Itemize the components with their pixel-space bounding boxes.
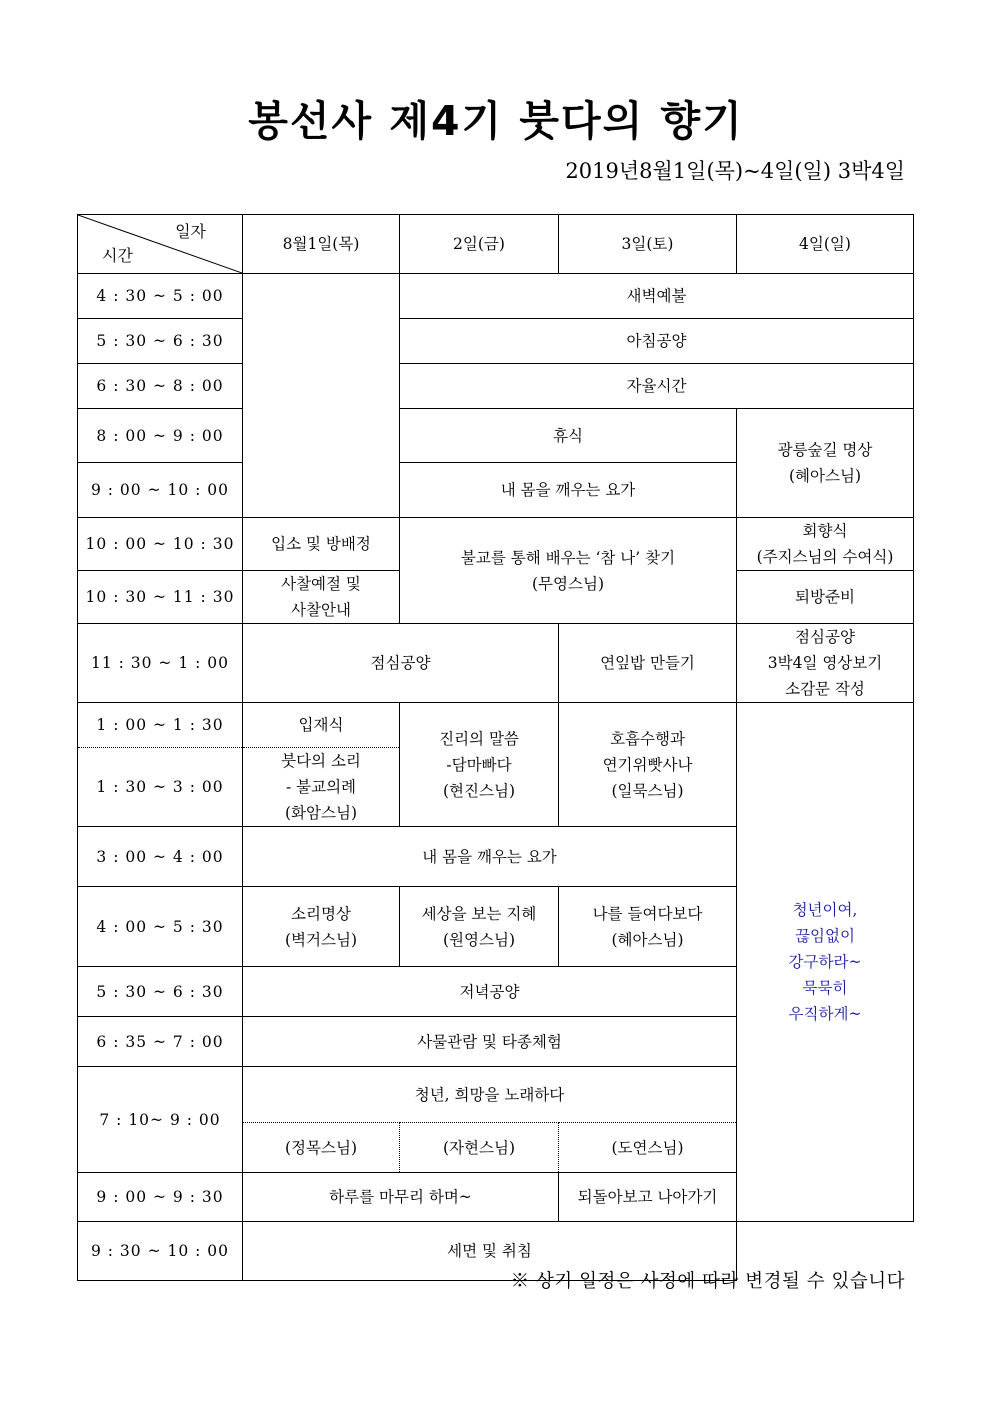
event-line: (일묵스님): [611, 781, 684, 800]
event-line: 광릉숲길 명상: [777, 441, 873, 459]
time-cell: 4 : 00 ~ 5 : 30: [78, 887, 243, 967]
event-cell: (도연스님): [559, 1123, 737, 1173]
time-cell: 6 : 35 ~ 7 : 00: [78, 1017, 243, 1067]
slogan-line: 청년이여,: [792, 901, 858, 919]
slogan-line: 강구하라~: [788, 953, 862, 971]
time-cell: 6 : 30 ~ 8 : 00: [78, 364, 243, 409]
event-line: 붓다의 소리: [281, 752, 361, 770]
event-cell: 입소 및 방배정: [243, 518, 400, 571]
schedule-row: [78, 274, 914, 319]
event-cell: [559, 887, 737, 967]
day-header: 2일(금): [400, 215, 559, 274]
event-line: 나를 들여다보다: [592, 904, 703, 923]
event-cell: [737, 518, 914, 571]
event-cell: [400, 518, 737, 624]
event-line: (주지스님의 수여식): [756, 548, 894, 566]
schedule-row: [78, 703, 914, 748]
time-cell: 8 : 00 ~ 9 : 00: [78, 409, 243, 463]
page-title: 봉선사 제4기 붓다의 향기: [248, 97, 744, 145]
event-line: 연기위빳사나: [602, 755, 693, 774]
slogan-line: 끊임없이: [795, 927, 855, 945]
schedule-table: [77, 214, 914, 1281]
day-header: 8월1일(목): [243, 215, 400, 274]
event-line: 소감문 작성: [785, 680, 865, 698]
event-line: - 불교의례: [285, 778, 357, 796]
event-line: 세상을 보는 지혜: [421, 904, 537, 923]
event-cell: 내 몸을 깨우는 요가: [400, 463, 737, 518]
event-cell: (정목스님): [243, 1123, 400, 1173]
event-line: 호흡수행과: [610, 729, 685, 748]
event-line: 3박4일 영상보기: [767, 654, 883, 672]
time-cell: 1 : 00 ~ 1 : 30: [78, 703, 243, 748]
slogan-line: 묵묵히: [802, 979, 848, 997]
time-cell: 9 : 00 ~ 9 : 30: [78, 1173, 243, 1222]
event-line: -담마빠다: [446, 755, 512, 774]
slogan-line: 우직하게~: [788, 1005, 862, 1023]
schedule-row: [78, 518, 914, 571]
schedule-row: [78, 624, 914, 703]
time-cell: 1 : 30 ~ 3 : 00: [78, 748, 243, 827]
slogan-cell: [737, 703, 914, 1222]
day-header: 4일(일): [737, 215, 914, 274]
empty-cell: [243, 274, 400, 518]
time-cell: 11 : 30 ~ 1 : 00: [78, 624, 243, 703]
schedule-row: [78, 319, 914, 364]
corner-day-label: 일자: [175, 222, 206, 241]
day-header: 3일(토): [559, 215, 737, 274]
event-line: 사찰안내: [291, 601, 351, 619]
event-line: (혜아스님): [789, 467, 861, 485]
time-cell: 4 : 30 ~ 5 : 00: [78, 274, 243, 319]
event-cell: 저녁공양: [243, 967, 737, 1017]
event-line: (원영스님): [443, 930, 515, 949]
corner-time-label: 시간: [102, 246, 133, 265]
event-cell: 새벽예불: [400, 274, 914, 319]
event-cell: 퇴방준비: [737, 571, 914, 624]
event-cell: [400, 703, 559, 827]
time-cell: 5 : 30 ~ 6 : 30: [78, 967, 243, 1017]
event-line: 진리의 말씀: [439, 729, 519, 748]
event-cell: 휴식: [400, 409, 737, 463]
event-line: 사찰예절 및: [281, 575, 361, 593]
time-cell: 9 : 30 ~ 10 : 00: [78, 1222, 243, 1281]
time-cell: 3 : 00 ~ 4 : 00: [78, 827, 243, 887]
time-cell: 5 : 30 ~ 6 : 30: [78, 319, 243, 364]
event-cell: [400, 887, 559, 967]
event-line: 점심공양: [795, 628, 855, 646]
event-cell: 연잎밥 만들기: [559, 624, 737, 703]
time-cell: 7 : 10~ 9 : 00: [78, 1067, 243, 1173]
schedule-row: [78, 409, 914, 463]
event-cell: [737, 409, 914, 518]
event-cell: 청년, 희망을 노래하다: [243, 1067, 737, 1123]
event-cell: [243, 887, 400, 967]
event-line: (혜아스님): [611, 930, 684, 949]
footnote: ※ 상기 일정은 사정에 따라 변경될 수 있습니다: [510, 1271, 905, 1292]
event-cell: 하루를 마무리 하며~: [243, 1173, 559, 1222]
event-line: 소리명상: [291, 904, 351, 923]
time-cell: 9 : 00 ~ 10 : 00: [78, 463, 243, 518]
event-cell: 점심공양: [243, 624, 559, 703]
event-cell: 입재식: [243, 703, 400, 748]
event-cell: [243, 571, 400, 624]
time-cell: 10 : 00 ~ 10 : 30: [78, 518, 243, 571]
event-line: (현진스님): [443, 781, 515, 800]
corner-header-cell: [78, 215, 243, 274]
event-cell: 세면 및 취침: [243, 1222, 737, 1281]
event-cell: [243, 748, 400, 827]
event-cell: 되돌아보고 나아가기: [559, 1173, 737, 1222]
schedule-row: [78, 364, 914, 409]
event-cell: [559, 703, 737, 827]
time-cell: 10 : 30 ~ 11 : 30: [78, 571, 243, 624]
event-cell: (자현스님): [400, 1123, 559, 1173]
event-cell: 사물관람 및 타종체험: [243, 1017, 737, 1067]
event-cell: 자율시간: [400, 364, 914, 409]
header-row: [78, 215, 914, 274]
event-line: 불교를 통해 배우는 ‘참 나’ 찾기: [460, 548, 676, 567]
event-line: (무영스님): [532, 574, 604, 593]
event-line: 회향식: [802, 522, 848, 540]
event-cell: 아침공양: [400, 319, 914, 364]
event-cell: [737, 624, 914, 703]
schedule-dates: 2019년8월1일(목)~4일(일) 3박4일: [565, 159, 905, 183]
event-line: (벽거스님): [285, 930, 357, 949]
event-line: (화암스님): [285, 804, 357, 822]
event-cell: 내 몸을 깨우는 요가: [243, 827, 737, 887]
